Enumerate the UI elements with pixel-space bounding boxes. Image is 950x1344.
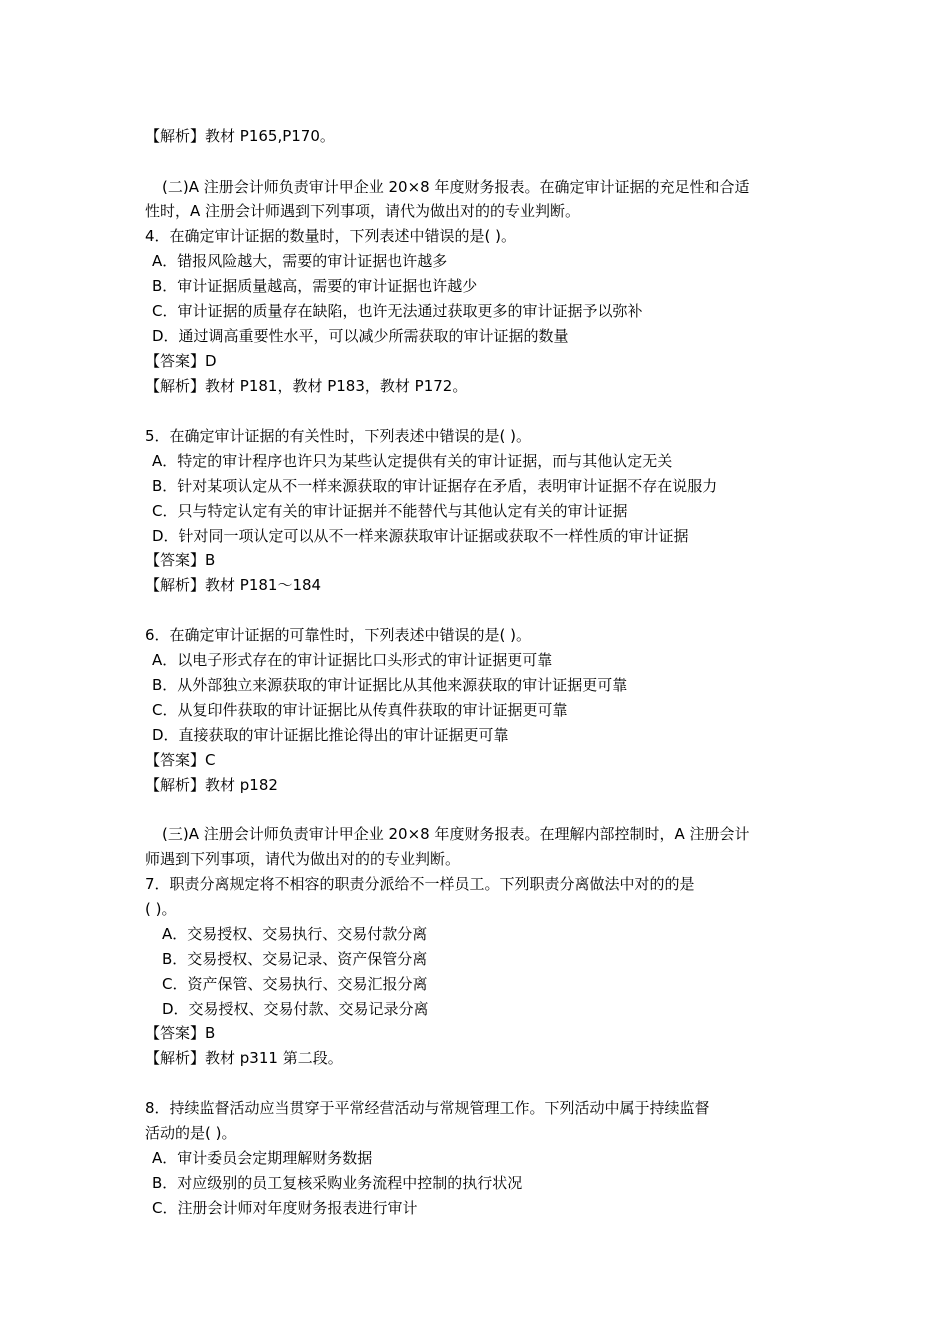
option-line: A．审计委员会定期理解财务数据 <box>152 1149 373 1167</box>
question-line: 6．在确定审计证据的可靠性时，下列表述中错误的是( )。 <box>145 626 532 644</box>
option-line: B．审计证据质量越高，需要的审计证据也许越少 <box>152 277 478 295</box>
question-line: 活动的是( )。 <box>145 1124 237 1142</box>
question-line: 7．职责分离规定将不相容的职责分派给不一样员工。下列职责分离做法中对的的是 <box>145 875 695 893</box>
answer-line: 【答案】B <box>145 1024 216 1042</box>
option-line: B．从外部独立来源获取的审计证据比从其他来源获取的审计证据更可靠 <box>152 676 628 694</box>
question-line: 5．在确定审计证据的有关性时，下列表述中错误的是( )。 <box>145 427 532 445</box>
option-line: A．以电子形式存在的审计证据比口头形式的审计证据更可靠 <box>152 651 553 669</box>
option-line: B．交易授权、交易记录、资产保管分离 <box>162 950 428 968</box>
option-line: C．资产保管、交易执行、交易汇报分离 <box>162 975 428 993</box>
analysis-line: 【解析】教材 P181～184 <box>145 576 322 594</box>
option-line: D．交易授权、交易付款、交易记录分离 <box>162 1000 429 1018</box>
section-intro-line: 性时，A 注册会计师遇到下列事项，请代为做出对的的专业判断。 <box>145 202 581 220</box>
option-line: D．直接获取的审计证据比推论得出的审计证据更可靠 <box>152 726 509 744</box>
question-line: ( )。 <box>145 900 177 918</box>
option-line: C．审计证据的质量存在缺陷，也许无法通过获取更多的审计证据予以弥补 <box>152 302 643 320</box>
question-line: 4．在确定审计证据的数量时，下列表述中错误的是( )。 <box>145 227 517 245</box>
answer-line: 【答案】B <box>145 551 216 569</box>
option-line: B．针对某项认定从不一样来源获取的审计证据存在矛盾，表明审计证据不存在说服力 <box>152 477 718 495</box>
option-line: A．错报风险越大，需要的审计证据也许越多 <box>152 252 448 270</box>
option-line: D．通过调高重要性水平，可以减少所需获取的审计证据的数量 <box>152 327 569 345</box>
option-line: D．针对同一项认定可以从不一样来源获取审计证据或获取不一样性质的审计证据 <box>152 527 689 545</box>
option-line: A．交易授权、交易执行、交易付款分离 <box>162 925 428 943</box>
question-line: 8．持续监督活动应当贯穿于平常经营活动与常规管理工作。下列活动中属于持续监督 <box>145 1099 710 1117</box>
option-line: A．特定的审计程序也许只为某些认定提供有关的审计证据，而与其他认定无关 <box>152 452 673 470</box>
option-line: C．注册会计师对年度财务报表进行审计 <box>152 1199 418 1217</box>
analysis-line: 【解析】教材 P181，教材 P183，教材 P172。 <box>145 377 468 395</box>
section-intro-line: (三)A 注册会计师负责审计甲企业 20×8 年度财务报表。在理解内部控制时，A 注册会计 <box>162 825 750 843</box>
analysis-line: 【解析】教材 p311 第二段。 <box>145 1049 343 1067</box>
answer-line: 【答案】C <box>145 751 216 769</box>
analysis-line: 【解析】教材 p182 <box>145 776 278 794</box>
option-line: C．只与特定认定有关的审计证据并不能替代与其他认定有关的审计证据 <box>152 502 628 520</box>
analysis-line: 【解析】教材 P165,P170。 <box>145 127 335 145</box>
answer-line: 【答案】D <box>145 352 217 370</box>
option-line: C．从复印件获取的审计证据比从传真件获取的审计证据更可靠 <box>152 701 568 719</box>
option-line: B．对应级别的员工复核采购业务流程中控制的执行状况 <box>152 1174 523 1192</box>
section-intro-line: (二)A 注册会计师负责审计甲企业 20×8 年度财务报表。在确定审计证据的充足性和合适 <box>162 178 750 196</box>
section-intro-line: 师遇到下列事项，请代为做出对的的专业判断。 <box>145 850 461 868</box>
